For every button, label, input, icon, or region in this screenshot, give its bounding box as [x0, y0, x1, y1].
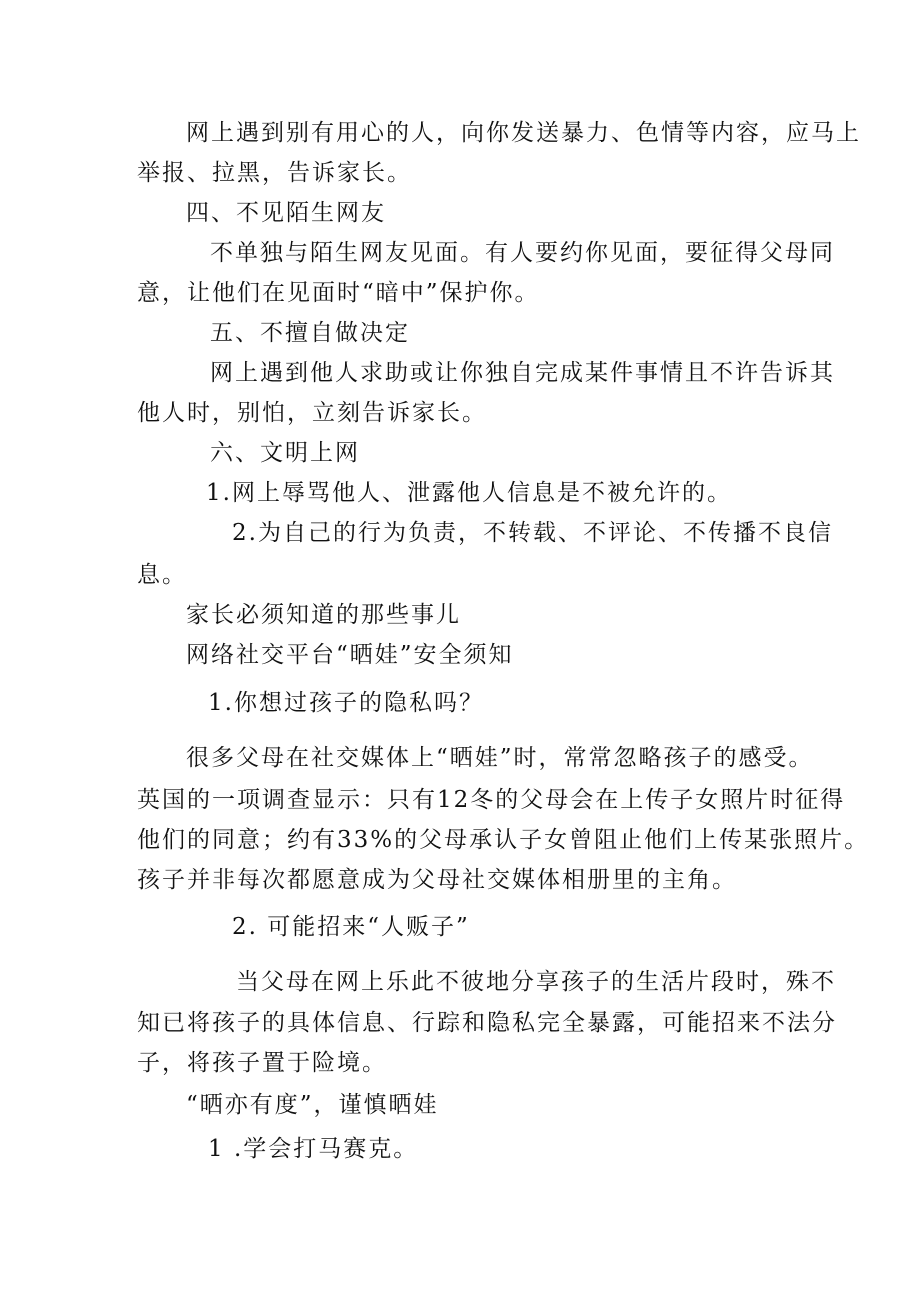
- list-item: 1 .学会打马赛克。: [208, 1136, 419, 1162]
- text-line: 子，将孩子置于险境。: [137, 1050, 387, 1076]
- list-item: 1.你想过孩子的隐私吗？: [208, 690, 484, 716]
- text-line: 知已将孩子的具体信息、行踪和隐私完全暴露，可能招来不法分: [137, 1010, 837, 1036]
- text-line: 很多父母在社交媒体上“晒娃”时，常常忽略孩子的感受。: [186, 745, 814, 771]
- section-heading: 家长必须知道的那些事儿: [186, 602, 461, 628]
- text-line: 网上遇到别有用心的人，向你发送暴力、色情等内容，应马上: [186, 120, 861, 146]
- section-heading: 六、文明上网: [210, 440, 360, 466]
- text-line: 他人时，别怕，立刻告诉家长。: [137, 400, 487, 426]
- section-heading: “晒亦有度”，谨慎晒娃: [186, 1092, 439, 1118]
- text-line: 他们的同意；约有33%的父母承认子女曾阻止他们上传某张照片。: [137, 827, 870, 853]
- list-item: 2.为自己的行为负责，不转载、不评论、不传播不良信: [232, 520, 833, 546]
- section-heading: 五、不擅自做决定: [210, 320, 410, 346]
- list-item: 1.网上辱骂他人、泄露他人信息是不被允许的。: [206, 480, 732, 506]
- text-line: 孩子并非每次都愿意成为父母社交媒体相册里的主角。: [137, 867, 737, 893]
- text-line: 当父母在网上乐此不彼地分享孩子的生活片段时，殊不: [236, 969, 836, 995]
- section-heading: 网络社交平台“晒娃”安全须知: [186, 642, 514, 668]
- text-line: 举报、拉黑，告诉家长。: [137, 160, 412, 186]
- text-line: 意，让他们在见面时“暗中”保护你。: [137, 280, 540, 306]
- text-line: 不单独与陌生网友见面。有人要约你见面，要征得父母同: [210, 240, 835, 266]
- text-line: 息。: [137, 562, 187, 588]
- text-line: 网上遇到他人求助或让你独自完成某件事情且不许告诉其: [210, 360, 835, 386]
- section-heading: 四、不见陌生网友: [186, 200, 386, 226]
- list-item: 2. 可能招来“人贩子”: [232, 914, 470, 940]
- text-line: 英国的一项调查显示：只有12冬的父母会在上传子女照片时征得: [137, 787, 846, 813]
